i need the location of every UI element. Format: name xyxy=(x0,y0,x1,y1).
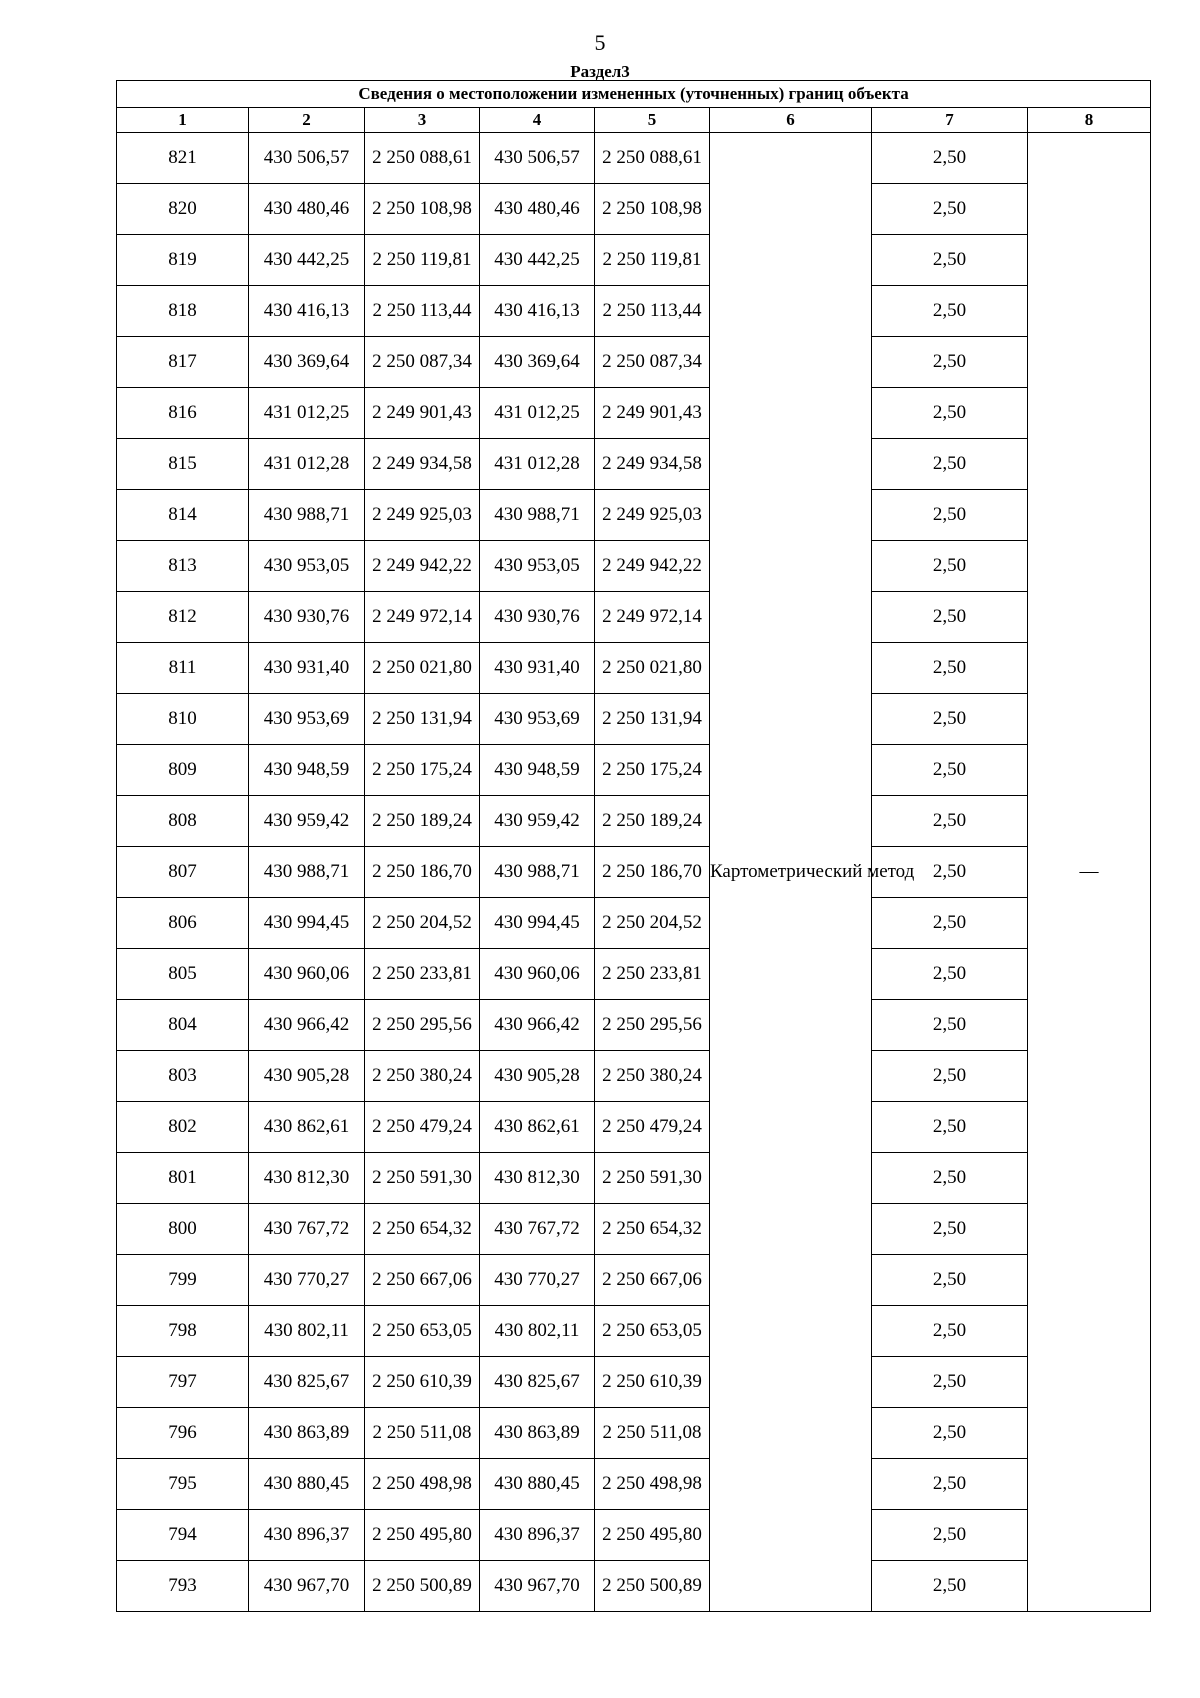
x-existing-cell: 430 770,27 xyxy=(249,1255,365,1306)
point-number-cell: 813 xyxy=(117,541,249,592)
y-new-cell: 2 250 131,94 xyxy=(595,694,710,745)
x-new-cell: 430 896,37 xyxy=(480,1510,595,1561)
y-new-cell: 2 250 495,80 xyxy=(595,1510,710,1561)
table-caption: Сведения о местоположении измененных (уточненных) границ объекта xyxy=(117,81,1151,108)
y-new-cell: 2 250 189,24 xyxy=(595,796,710,847)
y-new-cell: 2 250 591,30 xyxy=(595,1153,710,1204)
accuracy-cell: 2,50 xyxy=(872,1306,1028,1357)
x-new-cell: 430 967,70 xyxy=(480,1561,595,1612)
x-existing-cell: 430 442,25 xyxy=(249,235,365,286)
table-row xyxy=(117,1204,1151,1255)
y-existing-cell: 2 249 972,14 xyxy=(365,592,480,643)
point-number-cell: 798 xyxy=(117,1306,249,1357)
table-row xyxy=(117,1510,1151,1561)
column-header-1: 1 xyxy=(117,108,249,133)
point-number-cell: 809 xyxy=(117,745,249,796)
x-existing-cell: 430 966,42 xyxy=(249,1000,365,1051)
y-existing-cell: 2 250 087,34 xyxy=(365,337,480,388)
point-number-cell: 793 xyxy=(117,1561,249,1612)
point-number-cell: 805 xyxy=(117,949,249,1000)
accuracy-cell: 2,50 xyxy=(872,1459,1028,1510)
y-existing-cell: 2 250 131,94 xyxy=(365,694,480,745)
x-existing-cell: 430 931,40 xyxy=(249,643,365,694)
x-new-cell: 430 767,72 xyxy=(480,1204,595,1255)
column-header-3: 3 xyxy=(365,108,480,133)
point-number-cell: 799 xyxy=(117,1255,249,1306)
accuracy-cell: 2,50 xyxy=(872,1255,1028,1306)
y-new-cell: 2 250 498,98 xyxy=(595,1459,710,1510)
x-new-cell: 430 988,71 xyxy=(480,847,595,898)
y-existing-cell: 2 249 901,43 xyxy=(365,388,480,439)
x-new-cell: 430 931,40 xyxy=(480,643,595,694)
table-row xyxy=(117,235,1151,286)
accuracy-cell: 2,50 xyxy=(872,541,1028,592)
y-existing-cell: 2 250 119,81 xyxy=(365,235,480,286)
point-number-cell: 801 xyxy=(117,1153,249,1204)
x-new-cell: 430 369,64 xyxy=(480,337,595,388)
x-existing-cell: 430 506,57 xyxy=(249,133,365,184)
accuracy-cell: 2,50 xyxy=(872,388,1028,439)
x-existing-cell: 430 967,70 xyxy=(249,1561,365,1612)
point-number-cell: 797 xyxy=(117,1357,249,1408)
x-new-cell: 430 953,69 xyxy=(480,694,595,745)
column-header-8: 8 xyxy=(1028,108,1151,133)
y-new-cell: 2 250 653,05 xyxy=(595,1306,710,1357)
y-new-cell: 2 250 113,44 xyxy=(595,286,710,337)
x-existing-cell: 430 812,30 xyxy=(249,1153,365,1204)
accuracy-cell: 2,50 xyxy=(872,694,1028,745)
y-existing-cell: 2 250 204,52 xyxy=(365,898,480,949)
column-header-6: 6 xyxy=(710,108,872,133)
accuracy-cell: 2,50 xyxy=(872,1510,1028,1561)
table-row xyxy=(117,745,1151,796)
accuracy-cell: 2,50 xyxy=(872,898,1028,949)
x-existing-cell: 430 369,64 xyxy=(249,337,365,388)
y-existing-cell: 2 250 479,24 xyxy=(365,1102,480,1153)
y-existing-cell: 2 250 610,39 xyxy=(365,1357,480,1408)
table-row xyxy=(117,1561,1151,1612)
y-existing-cell: 2 249 934,58 xyxy=(365,439,480,490)
point-number-cell: 812 xyxy=(117,592,249,643)
x-existing-cell: 430 959,42 xyxy=(249,796,365,847)
point-number-cell: 814 xyxy=(117,490,249,541)
table-row xyxy=(117,541,1151,592)
note-cell: — xyxy=(1028,133,1151,1612)
accuracy-cell: 2,50 xyxy=(872,1153,1028,1204)
x-new-cell: 430 905,28 xyxy=(480,1051,595,1102)
accuracy-cell: 2,50 xyxy=(872,1102,1028,1153)
accuracy-cell: 2,50 xyxy=(872,847,1028,898)
header-row xyxy=(117,108,1151,133)
accuracy-cell: 2,50 xyxy=(872,1000,1028,1051)
accuracy-cell: 2,50 xyxy=(872,1357,1028,1408)
x-new-cell: 430 959,42 xyxy=(480,796,595,847)
accuracy-cell: 2,50 xyxy=(872,286,1028,337)
table-row xyxy=(117,949,1151,1000)
x-new-cell: 430 825,67 xyxy=(480,1357,595,1408)
point-number-cell: 795 xyxy=(117,1459,249,1510)
point-number-cell: 806 xyxy=(117,898,249,949)
y-new-cell: 2 249 925,03 xyxy=(595,490,710,541)
y-existing-cell: 2 249 942,22 xyxy=(365,541,480,592)
x-existing-cell: 430 767,72 xyxy=(249,1204,365,1255)
table-row xyxy=(117,1051,1151,1102)
point-number-cell: 811 xyxy=(117,643,249,694)
x-existing-cell: 430 960,06 xyxy=(249,949,365,1000)
accuracy-cell: 2,50 xyxy=(872,745,1028,796)
x-new-cell: 430 812,30 xyxy=(480,1153,595,1204)
y-existing-cell: 2 250 498,98 xyxy=(365,1459,480,1510)
accuracy-cell: 2,50 xyxy=(872,643,1028,694)
y-new-cell: 2 250 087,34 xyxy=(595,337,710,388)
column-header-4: 4 xyxy=(480,108,595,133)
y-new-cell: 2 250 500,89 xyxy=(595,1561,710,1612)
x-new-cell: 430 960,06 xyxy=(480,949,595,1000)
section-title: Раздел3 xyxy=(570,62,630,81)
x-existing-cell: 430 988,71 xyxy=(249,847,365,898)
y-existing-cell: 2 250 186,70 xyxy=(365,847,480,898)
point-number-cell: 818 xyxy=(117,286,249,337)
y-existing-cell: 2 250 113,44 xyxy=(365,286,480,337)
y-new-cell: 2 250 204,52 xyxy=(595,898,710,949)
accuracy-cell: 2,50 xyxy=(872,1204,1028,1255)
y-existing-cell: 2 250 021,80 xyxy=(365,643,480,694)
table-row xyxy=(117,1306,1151,1357)
x-existing-cell: 430 416,13 xyxy=(249,286,365,337)
x-existing-cell: 430 825,67 xyxy=(249,1357,365,1408)
point-number-cell: 816 xyxy=(117,388,249,439)
x-new-cell: 430 953,05 xyxy=(480,541,595,592)
x-new-cell: 430 480,46 xyxy=(480,184,595,235)
y-new-cell: 2 250 667,06 xyxy=(595,1255,710,1306)
x-existing-cell: 430 953,05 xyxy=(249,541,365,592)
table-row xyxy=(117,388,1151,439)
y-new-cell: 2 250 108,98 xyxy=(595,184,710,235)
x-existing-cell: 430 988,71 xyxy=(249,490,365,541)
table-row xyxy=(117,1255,1151,1306)
column-header-7: 7 xyxy=(872,108,1028,133)
table-row xyxy=(117,286,1151,337)
y-existing-cell: 2 250 654,32 xyxy=(365,1204,480,1255)
x-new-cell: 430 863,89 xyxy=(480,1408,595,1459)
table-row xyxy=(117,1153,1151,1204)
table-row xyxy=(117,1000,1151,1051)
x-existing-cell: 430 480,46 xyxy=(249,184,365,235)
accuracy-cell: 2,50 xyxy=(872,133,1028,184)
point-number-cell: 803 xyxy=(117,1051,249,1102)
y-new-cell: 2 250 186,70 xyxy=(595,847,710,898)
x-new-cell: 430 416,13 xyxy=(480,286,595,337)
y-existing-cell: 2 250 088,61 xyxy=(365,133,480,184)
y-new-cell: 2 249 901,43 xyxy=(595,388,710,439)
y-new-cell: 2 249 972,14 xyxy=(595,592,710,643)
table-row xyxy=(117,694,1151,745)
point-number-cell: 802 xyxy=(117,1102,249,1153)
x-new-cell: 431 012,25 xyxy=(480,388,595,439)
y-existing-cell: 2 250 511,08 xyxy=(365,1408,480,1459)
y-new-cell: 2 250 654,32 xyxy=(595,1204,710,1255)
y-existing-cell: 2 250 495,80 xyxy=(365,1510,480,1561)
x-existing-cell: 430 863,89 xyxy=(249,1408,365,1459)
x-existing-cell: 430 930,76 xyxy=(249,592,365,643)
y-new-cell: 2 250 380,24 xyxy=(595,1051,710,1102)
y-new-cell: 2 250 511,08 xyxy=(595,1408,710,1459)
point-number-cell: 817 xyxy=(117,337,249,388)
x-new-cell: 430 930,76 xyxy=(480,592,595,643)
accuracy-cell: 2,50 xyxy=(872,235,1028,286)
x-new-cell: 430 802,11 xyxy=(480,1306,595,1357)
x-new-cell: 430 948,59 xyxy=(480,745,595,796)
table-row xyxy=(117,1102,1151,1153)
x-existing-cell: 430 802,11 xyxy=(249,1306,365,1357)
y-new-cell: 2 250 088,61 xyxy=(595,133,710,184)
point-number-cell: 810 xyxy=(117,694,249,745)
x-existing-cell: 431 012,28 xyxy=(249,439,365,490)
point-number-cell: 800 xyxy=(117,1204,249,1255)
accuracy-cell: 2,50 xyxy=(872,1051,1028,1102)
x-new-cell: 430 862,61 xyxy=(480,1102,595,1153)
x-existing-cell: 430 948,59 xyxy=(249,745,365,796)
column-header-2: 2 xyxy=(249,108,365,133)
y-new-cell: 2 250 021,80 xyxy=(595,643,710,694)
y-existing-cell: 2 250 380,24 xyxy=(365,1051,480,1102)
y-existing-cell: 2 250 108,98 xyxy=(365,184,480,235)
table-row xyxy=(117,796,1151,847)
accuracy-cell: 2,50 xyxy=(872,1408,1028,1459)
y-existing-cell: 2 250 500,89 xyxy=(365,1561,480,1612)
table-row xyxy=(117,643,1151,694)
x-existing-cell: 430 862,61 xyxy=(249,1102,365,1153)
y-new-cell: 2 250 479,24 xyxy=(595,1102,710,1153)
accuracy-cell: 2,50 xyxy=(872,184,1028,235)
point-number-cell: 808 xyxy=(117,796,249,847)
y-new-cell: 2 249 934,58 xyxy=(595,439,710,490)
table-row xyxy=(117,1459,1151,1510)
accuracy-cell: 2,50 xyxy=(872,490,1028,541)
table-row xyxy=(117,439,1151,490)
x-existing-cell: 430 953,69 xyxy=(249,694,365,745)
x-new-cell: 430 506,57 xyxy=(480,133,595,184)
table-row xyxy=(117,337,1151,388)
method-cell: Картометрический метод xyxy=(710,133,872,1612)
table-row xyxy=(117,592,1151,643)
table-row xyxy=(117,184,1151,235)
table-row xyxy=(117,1357,1151,1408)
y-new-cell: 2 250 119,81 xyxy=(595,235,710,286)
x-new-cell: 430 880,45 xyxy=(480,1459,595,1510)
table-row xyxy=(117,490,1151,541)
x-new-cell: 430 988,71 xyxy=(480,490,595,541)
accuracy-cell: 2,50 xyxy=(872,1561,1028,1612)
y-existing-cell: 2 250 653,05 xyxy=(365,1306,480,1357)
x-new-cell: 431 012,28 xyxy=(480,439,595,490)
y-new-cell: 2 249 942,22 xyxy=(595,541,710,592)
table-row xyxy=(117,847,1151,898)
x-existing-cell: 430 905,28 xyxy=(249,1051,365,1102)
y-new-cell: 2 250 610,39 xyxy=(595,1357,710,1408)
point-number-cell: 807 xyxy=(117,847,249,898)
x-new-cell: 430 966,42 xyxy=(480,1000,595,1051)
point-number-cell: 794 xyxy=(117,1510,249,1561)
y-existing-cell: 2 250 175,24 xyxy=(365,745,480,796)
page-number: 5 xyxy=(594,30,606,55)
coordinates-table xyxy=(116,80,1151,1612)
y-new-cell: 2 250 175,24 xyxy=(595,745,710,796)
x-new-cell: 430 442,25 xyxy=(480,235,595,286)
y-existing-cell: 2 250 295,56 xyxy=(365,1000,480,1051)
point-number-cell: 796 xyxy=(117,1408,249,1459)
table-row xyxy=(117,898,1151,949)
table-row xyxy=(117,1408,1151,1459)
accuracy-cell: 2,50 xyxy=(872,592,1028,643)
y-existing-cell: 2 249 925,03 xyxy=(365,490,480,541)
x-new-cell: 430 770,27 xyxy=(480,1255,595,1306)
point-number-cell: 821 xyxy=(117,133,249,184)
accuracy-cell: 2,50 xyxy=(872,439,1028,490)
point-number-cell: 815 xyxy=(117,439,249,490)
y-existing-cell: 2 250 189,24 xyxy=(365,796,480,847)
x-existing-cell: 430 896,37 xyxy=(249,1510,365,1561)
y-existing-cell: 2 250 591,30 xyxy=(365,1153,480,1204)
y-new-cell: 2 250 295,56 xyxy=(595,1000,710,1051)
x-existing-cell: 430 994,45 xyxy=(249,898,365,949)
x-existing-cell: 430 880,45 xyxy=(249,1459,365,1510)
point-number-cell: 819 xyxy=(117,235,249,286)
point-number-cell: 804 xyxy=(117,1000,249,1051)
column-header-5: 5 xyxy=(595,108,710,133)
y-existing-cell: 2 250 233,81 xyxy=(365,949,480,1000)
accuracy-cell: 2,50 xyxy=(872,796,1028,847)
x-new-cell: 430 994,45 xyxy=(480,898,595,949)
point-number-cell: 820 xyxy=(117,184,249,235)
x-existing-cell: 431 012,25 xyxy=(249,388,365,439)
accuracy-cell: 2,50 xyxy=(872,949,1028,1000)
table-row xyxy=(117,133,1151,184)
y-existing-cell: 2 250 667,06 xyxy=(365,1255,480,1306)
accuracy-cell: 2,50 xyxy=(872,337,1028,388)
table-body xyxy=(117,133,1151,1612)
y-new-cell: 2 250 233,81 xyxy=(595,949,710,1000)
